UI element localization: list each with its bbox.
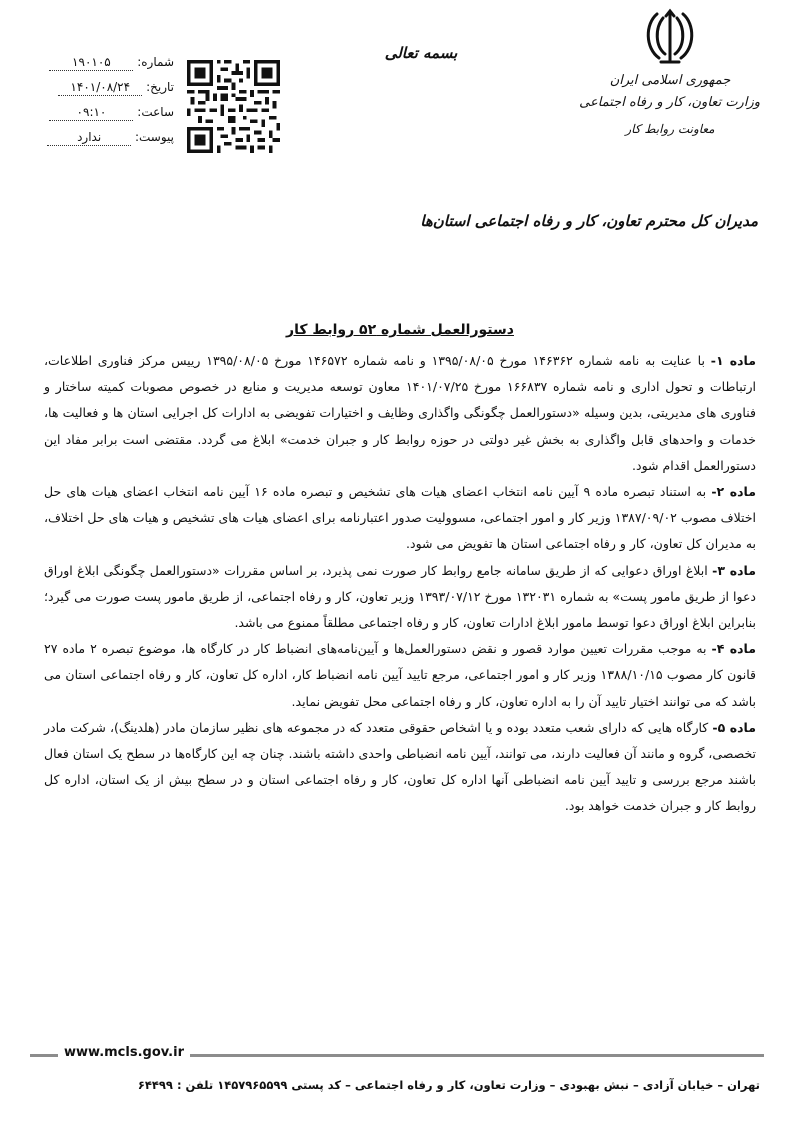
article-2-label: ماده ۲-: [711, 484, 756, 500]
article-4-text: به موجب مقررات تعیین موارد قصور و نقض دستورالعمل‌ها و آیین‌نامه‌های انضباط کار در کارگاه ها، موضوع تبصره ۲ ماده ۲۷ قانون کار مصوب ۱۳۸۸/۱۰/۱۵ وزیر کار و امور اجتماعی، مرجع تایید آیین نامه انضباط کار، اداره کل تعاون، کار و رفاه اجتماعی استان می باشد که می توانند اختیار تایید آن را به اداره تعاون، کار و رفاه اجتماعی محل تفویض نماید.: [44, 641, 756, 709]
addressee: مدیران کل محترم تعاون، کار و رفاه اجتماعی استان‌ها: [420, 212, 758, 230]
article-5-label: ماده ۵-: [712, 719, 756, 735]
website-link[interactable]: www.mcls.gov.ir: [58, 1045, 190, 1060]
meta-number-value: ۱۹۰۱۰۵: [49, 54, 133, 71]
footer-address: تهران – خیابان آزادی – نبش بهبودی – وزارت تعاون، کار و رفاه اجتماعی – کد پستی ۱۴۵۷۹۶۵۵۹۹ تلفن : ۶۴۴۹۹: [137, 1078, 760, 1092]
meta-time-value: ۰۹:۱۰: [49, 104, 133, 121]
meta-date-value: ۱۴۰۱/۰۸/۲۴: [58, 79, 142, 96]
document-title: دستورالعمل شماره ۵۲ روابط کار: [286, 322, 514, 338]
meta-attachment-value: ندارد: [47, 129, 131, 146]
qr-code-icon: [187, 60, 280, 153]
article-5: [44, 715, 756, 820]
article-5-text: کارگاه هایی که دارای شعب متعدد بوده و یا اشخاص حقوقی متعدد که در مجموعه های نظیر سازمان مادر (هلدینگ)، شرکت مادر تخصصی، گروه و مانند آن فعالیت دارند، می توانند، آیین نامه انضباطی واحدی داشته باشند. چنان چه این کارگاه‌ها در سطح یک استان فعال باشند مرجع بررسی و تایید آیین نامه انضباطی آنها اداره کل تعاون، کار و رفاه اجتماعی استان و در سطح بیش از یک استان، اداره کل روابط کار و جبران خدمت خواهد بود.: [44, 719, 756, 814]
article-3: [44, 558, 756, 637]
iran-emblem-icon: [639, 8, 701, 66]
ministry-line-3: معاونت روابط کار: [625, 122, 715, 136]
ministry-header: [580, 8, 760, 140]
article-2-text: به استناد تبصره ماده ۹ آیین نامه انتخاب اعضای هیات های تشخیص و تبصره ماده ۱۶ آیین نامه انتخاب اعضای هیات های حل اختلاف مصوب ۱۳۸۷/۰۹/۰۲ وزیر کار و امور اجتماعی، مسوولیت صدور اعتبارنامه برای اعضای هیات های تشخیص و هیات های حل اختلاف، به مدیران کل تعاون، کار و رفاه اجتماعی استان ها تفویض می شود.: [44, 484, 756, 552]
meta-time-label: ساعت:: [137, 105, 174, 119]
article-4-label: ماده ۴-: [711, 641, 756, 657]
meta-number-row: [44, 50, 174, 75]
meta-time-row: [44, 100, 174, 125]
document-body: [44, 348, 756, 820]
article-3-text: ابلاغ اوراق دعوایی که از طریق سامانه جامع روابط کار صورت نمی پذیرد، بر اساس مقررات «دستورالعمل چگونگی ابلاغ اوراق دعوا از طریق مامور پست» به شماره ۱۳۲۰۳۱ مورخ ۱۳۹۳/۰۷/۱۲ وزیر تعاون، کار و رفاه اجتماعی، از طریق مامور پست صورت می گیرد؛ بنابراین ابلاغ اوراق دعوا توسط مامور ابلاغ ادارات تعاون، کار و رفاه اجتماعی مطلقاً ممنوع می باشد.: [44, 562, 756, 631]
article-1-text: با عنایت به نامه شماره ۱۴۶۳۶۲ مورخ ۱۳۹۵/۰۸/۰۵ و نامه شماره ۱۴۶۵۷۲ مورخ ۱۳۹۵/۰۸/۰۵ رییس مرکز فناوری اطلاعات، ارتباطات و تحول اداری و نامه شماره ۱۶۶۸۳۷ مورخ ۱۴۰۱/۰۷/۲۵ معاون توسعه مدیریت و منابع در خصوص مصوبات کمیته ساختار و فناوری های مدیریتی، بدین وسیله «دستورالعمل چگونگی واگذاری وظایف و اختیارات تفویضی به ادارات کل اجرایی استان ها و فعالیت ها، خدمات و واحدهای قابل واگذاری به بخش غیر دولتی در حوزه روابط کار و جبران خدمت» ابلاغ می گردد. مقتضی است برابر مفاد این دستورالعمل اقدام شود.: [44, 353, 756, 473]
article-3-label: ماده ۳-: [712, 562, 756, 578]
bismillah: بسمه تعالی: [384, 44, 458, 62]
meta-date-row: [44, 75, 174, 100]
meta-number-label: شماره:: [137, 55, 174, 69]
article-1-label: ماده ۱-: [710, 353, 756, 368]
ministry-line-1: جمهوری اسلامی ایران: [609, 73, 731, 88]
meta-attachment-row: [44, 125, 174, 150]
letter-meta: [44, 50, 174, 150]
meta-date-label: تاریخ:: [146, 80, 174, 94]
article-4: [44, 636, 756, 715]
article-2: [44, 479, 756, 558]
ministry-line-2: وزارت تعاون، کار و رفاه اجتماعی: [579, 95, 760, 110]
meta-attachment-label: پیوست:: [134, 130, 174, 144]
article-1: [44, 348, 756, 479]
